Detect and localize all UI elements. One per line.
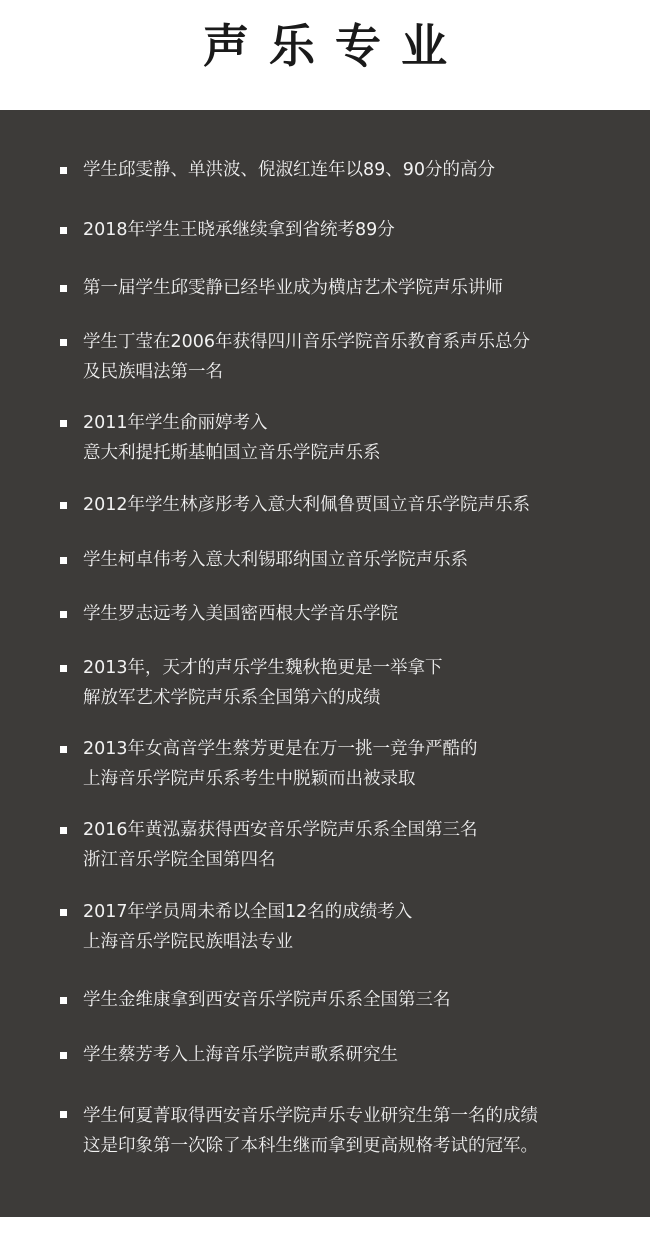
list-item-text (83, 1101, 628, 1161)
list-item-line: 学生丁莹在2006年获得四川音乐学院音乐教育系声乐总分 (83, 332, 531, 352)
bullet-icon (60, 746, 67, 753)
bullet-icon (60, 227, 67, 234)
list-item-text (83, 215, 628, 245)
header (0, 0, 650, 110)
list-item-line: 2016年黄泓嘉获得西安音乐学院声乐系全国第三名 (83, 820, 478, 840)
list-item-line: 2017年学员周未希以全国12名的成绩考入 (83, 902, 413, 922)
list-item-line: 这是印象第一次除了本科生继而拿到更高规格考试的冠军。 (83, 1136, 538, 1156)
bullet-icon (60, 167, 67, 174)
list-item-text (83, 327, 628, 387)
list-item-text (83, 985, 628, 1015)
bullet-icon (60, 285, 67, 292)
bullet-icon (60, 611, 67, 618)
list-item-line: 学生金维康拿到西安音乐学院声乐系全国第三名 (83, 990, 451, 1010)
list-item-line: 意大利提托斯基帕国立音乐学院声乐系 (83, 443, 381, 463)
list-item-text (83, 815, 628, 875)
list-item-line: 学生柯卓伟考入意大利锡耶纳国立音乐学院声乐系 (83, 550, 468, 570)
list-item-text (83, 273, 628, 303)
bullet-icon (60, 665, 67, 672)
list-item-text (83, 545, 628, 575)
bullet-icon (60, 502, 67, 509)
list-item-line: 2011年学生俞丽婷考入 (83, 413, 268, 433)
bullet-icon (60, 1111, 67, 1118)
list-item-line: 及民族唱法第一名 (83, 362, 223, 382)
list-item-line: 2018年学生王晓承继续拿到省统考89分 (83, 220, 395, 240)
list-item-text (83, 599, 628, 629)
list-item-line: 学生罗志远考入美国密西根大学音乐学院 (83, 604, 398, 624)
list-item-text (83, 653, 628, 713)
list-item-text (83, 155, 628, 185)
list-item-line: 浙江音乐学院全国第四名 (83, 850, 276, 870)
list-item-line: 学生邱雯静、单洪波、倪淑红连年以89、90分的高分 (83, 160, 496, 180)
list-item-line: 2012年学生林彦彤考入意大利佩鲁贾国立音乐学院声乐系 (83, 495, 531, 515)
list-item-text (83, 408, 628, 468)
bullet-icon (60, 420, 67, 427)
page-title: 声乐专业 (203, 19, 467, 73)
bullet-icon (60, 827, 67, 834)
list-item-text (83, 490, 628, 520)
list-item-line: 上海音乐学院民族唱法专业 (83, 932, 293, 952)
list-item-text (83, 1040, 628, 1070)
bullet-icon (60, 339, 67, 346)
list-item-line: 2013年女高音学生蔡芳更是在万一挑一竞争严酷的 (83, 739, 478, 759)
bullet-icon (60, 557, 67, 564)
list-item-line: 第一届学生邱雯静已经毕业成为横店艺术学院声乐讲师 (83, 278, 503, 298)
bullet-icon (60, 997, 67, 1004)
list-item-text (83, 897, 628, 957)
achievements-panel (0, 110, 650, 1217)
list-item-line: 上海音乐学院声乐系考生中脱颖而出被录取 (83, 769, 416, 789)
list-item-line: 学生蔡芳考入上海音乐学院声歌系研究生 (83, 1045, 398, 1065)
list-item-text (83, 734, 628, 794)
list-item-line: 学生何夏菁取得西安音乐学院声乐专业研究生第一名的成绩 (83, 1106, 538, 1126)
list-item-line: 解放军艺术学院声乐系全国第六的成绩 (83, 688, 381, 708)
list-item-line: 2013年，天才的声乐学生魏秋艳更是一举拿下 (83, 658, 443, 678)
bullet-icon (60, 909, 67, 916)
bullet-icon (60, 1052, 67, 1059)
